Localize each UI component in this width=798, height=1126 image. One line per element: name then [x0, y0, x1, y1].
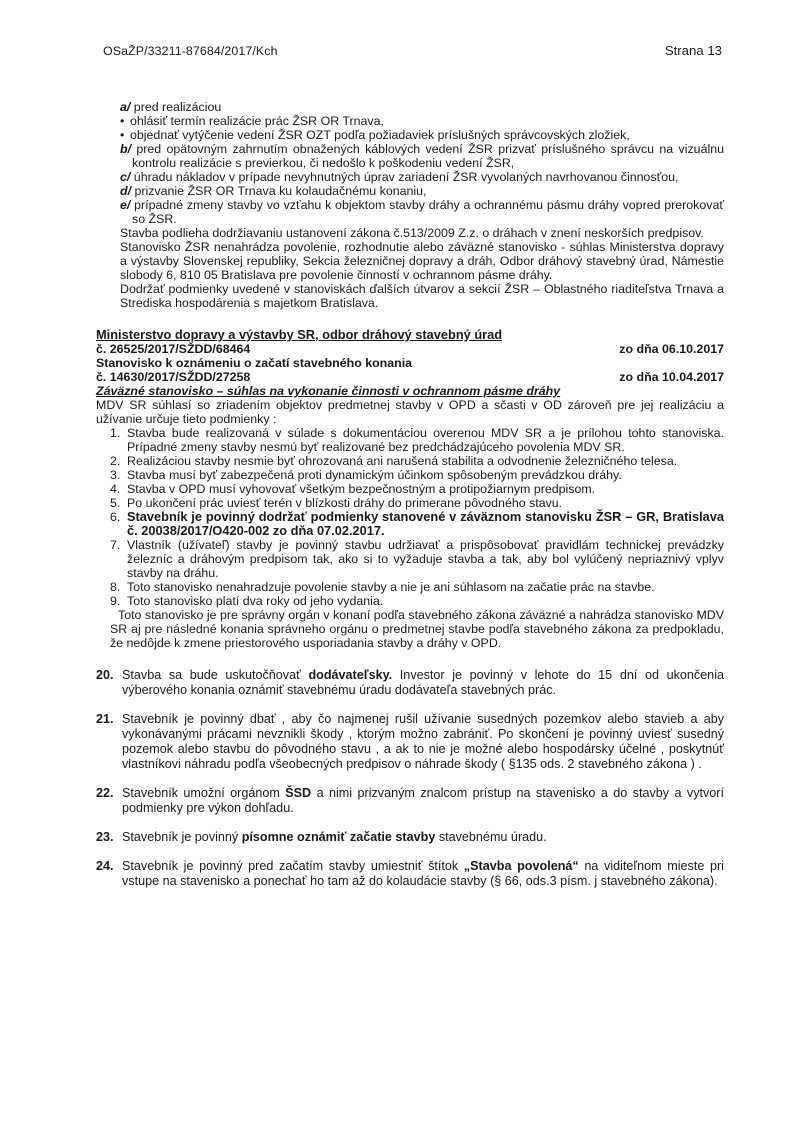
paragraph-number: 23. — [96, 830, 114, 844]
bullet-item — [96, 128, 724, 142]
document-reference: OSaŽP/33211-87684/2017/Kch — [103, 44, 278, 58]
paragraph-22 — [96, 786, 724, 816]
document-body — [96, 100, 724, 889]
paragraph-23 — [96, 830, 724, 845]
paragraph-text: Stavebník je povinný pred začatím stavby umiestniť štítok „Stavba povolená“ na viditeľnom mieste pri vstupe na stavenisko a ponechať ho tam až do kolaudácie stavby (§ 66, ods.3 písm. j stavebného zákona). — [122, 859, 724, 888]
paragraph-text: Stavba sa bude uskutočňovať dodávateľsky. Investor je povinný v lehote do 15 dní od ukončenia výberového konania oznámiť stavebnému úradu dodávateľa stavebných prác. — [122, 668, 724, 697]
section-heading: Ministerstvo dopravy a výstavby SR, odbor dráhový stavebný úrad — [96, 327, 503, 342]
binding-opinion-heading: Záväzné stanovisko – súhlas na vykonanie činnosti v ochrannom pásme dráhy — [96, 384, 561, 398]
condition-label: c/ — [120, 170, 131, 184]
paragraph-text: Stavebník umožní orgánom ŠSD a nimi prizvaným znalcom prístup na stavenisko a do stavby a vytvorí podmienky pre výkon dohľadu. — [122, 786, 724, 815]
item-text: Stavba bude realizovaná v súlade s dokumentáciou overenou MDV SR a je prílohou tohto stanoviska. Prípadné zmeny stavby nesmú byť realizované bez predchádzajúceho povolenia MDV SR. — [127, 426, 724, 454]
item-text: Stavebník je povinný dodržať podmienky stanovené v záväznom stanovisku ŽSR – GR, Bratislava č. 20038/2017/O420-002 zo dňa 07.02.2017. — [127, 509, 724, 538]
paragraph-notice: Stanovisko ŽSR nenahrádza povolenie, rozhodnutie alebo záväzné stanovisko - súhlas Ministerstva dopravy a výstavby Slovenskej republiky, Sekcia železničnej dopravy a dráh, Odbor dráhový stavebný úrad, Námestie slobody 6, 810 05 Bratislava pre povolenie činností v ochrannom pásme dráhy. — [120, 240, 724, 282]
intro-text: MDV SR súhlasí so zriadením objektov predmetnej stavby v OPD a sčasti v OD zároveň pre jej realizáciu a užívanie určuje tieto podmienky : — [96, 398, 724, 426]
condition-d — [96, 184, 724, 198]
condition-text: pred realizáciou — [133, 100, 222, 114]
list-item — [96, 594, 724, 608]
page-number: Strana 13 — [664, 43, 722, 58]
item-text: Stavba musí byť zabezpečená proti dynamickým účinkom spôsobeným prevádzkou dráhy. — [127, 468, 622, 482]
reference-number: č. 26525/2017/SŽDD/68464 — [96, 342, 251, 356]
reference-row — [96, 342, 724, 356]
item-number: 6. — [110, 510, 121, 524]
list-item — [96, 482, 724, 496]
condition-b — [96, 142, 724, 170]
paragraph-number: 20. — [96, 668, 114, 682]
condition-e — [96, 198, 724, 226]
condition-label: e/ — [120, 198, 131, 212]
item-number: 5. — [110, 496, 121, 510]
paragraph-text: Stavebník je povinný písomne oznámiť začatie stavby stavebnému úradu. — [122, 830, 547, 844]
reference-date: zo dňa 06.10.2017 — [619, 342, 724, 356]
paragraph-number: 21. — [96, 712, 114, 726]
item-text: Realizáciou stavby nesmie byť ohrozovaná ani narušená stabilita a odvodnenie železničného telesa. — [127, 454, 678, 468]
list-item — [96, 426, 724, 454]
item-number: 7. — [110, 538, 121, 552]
list-item — [96, 468, 724, 482]
item-text: Toto stanovisko nenahradzuje povolenie stavby a nie je ani súhlasom na začatie prác na stavbe. — [127, 580, 655, 594]
closing-text: Toto stanovisko je pre správny orgán v konaní podľa stavebného zákona záväzné a nahrádza stanovisko MDV SR aj pre následné konania správneho orgánu o predmetnej stavbe podľa stavebného zákona za predpokladu, že nedôjde k zmene priestorového usporiadania stavby a dráhy v OPD. — [110, 608, 724, 650]
item-text: Stavba v OPD musí vyhovovať všetkým bezpečnostným a protipožiarnym predpisom. — [127, 482, 596, 496]
condition-c — [96, 170, 724, 184]
paragraph-law: Stavba podlieha dodržiavaniu ustanovení zákona č.513/2009 Z.z. o dráhach v znení neskorších predpisov. — [120, 226, 704, 240]
condition-text: úhradu nákladov v prípade nevyhnutných úprav zariadení ŽSR vyvolaných navrhovanou činnosťou, — [133, 170, 679, 184]
reference-number: č. 14630/2017/SŽDD/27258 — [96, 370, 251, 384]
paragraph-text: Stavebník je povinný dbať , aby čo najmenej rušil užívanie susedných pozemkov alebo stavieb a aby vykonávanými prácami nevznikli škody , ktorým možno zabrániť. Po skončení je povinný uviesť susedný pozemok alebo stavbu do pôvodného stavu , a ak to nie je možné alebo hospodársky účelné , poskytnúť vlastníkovi náhradu podľa všeobecných predpisov o náhrade škody ( §135 ods. 2 stavebného zákona ) . — [122, 712, 724, 771]
paragraph-number: 22. — [96, 786, 114, 800]
reference-row — [96, 370, 724, 384]
reference-date: zo dňa 10.04.2017 — [619, 370, 724, 384]
list-item — [96, 454, 724, 468]
bullet-item — [96, 114, 724, 128]
item-number: 2. — [110, 454, 121, 468]
list-item — [96, 538, 724, 580]
condition-text: prípadné zmeny stavby vo vzťahu k objektom stavby dráhy a ochrannému pásmu dráhy vopred prerokovať so ŽSR. — [132, 198, 725, 226]
condition-label: b/ — [120, 142, 132, 156]
list-item — [96, 580, 724, 594]
paragraph-number: 24. — [96, 859, 114, 873]
bullet-text: ohlásiť termín realizácie prác ŽSR OR Trnava, — [130, 114, 384, 128]
list-item — [96, 510, 724, 538]
list-item — [96, 496, 724, 510]
bullet-text: objednať vytýčenie vedení ŽSR OZT podľa požiadaviek príslušných správcovských zložiek, — [130, 128, 630, 142]
bullet-icon: • — [120, 128, 125, 142]
condition-text: prizvanie ŽSR OR Trnava ku kolaudačnému konaniu, — [134, 184, 427, 198]
notice-title: Stanovisko k oznámeniu o začatí stavebného konania — [96, 356, 413, 370]
condition-text: pred opätovným zahrnutím obnažených káblových vedení ŽSR prizvať príslušného správcu na vizuálnu kontrolu realizácie s previerkou, či nedošlo k poškodeniu vedení ŽSR, — [132, 142, 724, 170]
item-number: 1. — [110, 426, 121, 440]
condition-label: a/ — [120, 100, 131, 114]
item-text: Po ukončení prác uviesť terén v blízkosti dráhy do primerane pôvodného stavu. — [127, 496, 563, 510]
condition-a — [96, 100, 724, 114]
item-text: Toto stanovisko platí dva roky od jeho vydania. — [127, 594, 384, 608]
paragraph-24 — [96, 859, 724, 889]
item-number: 3. — [110, 468, 121, 482]
item-number: 9. — [110, 594, 121, 608]
item-number: 8. — [110, 580, 121, 594]
paragraph-conditions: Dodržať podmienky uvedené v stanoviskách ďalších útvarov a sekcií ŽSR – Oblastného riaditeľstva Trnava a Strediska hospodárenia s majetkom Bratislava. — [120, 282, 724, 310]
item-number: 4. — [110, 482, 121, 496]
item-text: Vlastník (užívateľ) stavby je povinný stavbu udržiavať a prispôsobovať pravidlám technickej prevádzky železníc a dráhovým predpisom tak, ako si to vyžaduje stavba a tak, aby bol vylúčený nepriaznivý vplyv stavby na dráhu. — [127, 538, 724, 580]
condition-label: d/ — [120, 184, 132, 198]
bullet-icon: • — [120, 114, 125, 128]
paragraph-21 — [96, 712, 724, 772]
paragraph-20 — [96, 668, 724, 698]
